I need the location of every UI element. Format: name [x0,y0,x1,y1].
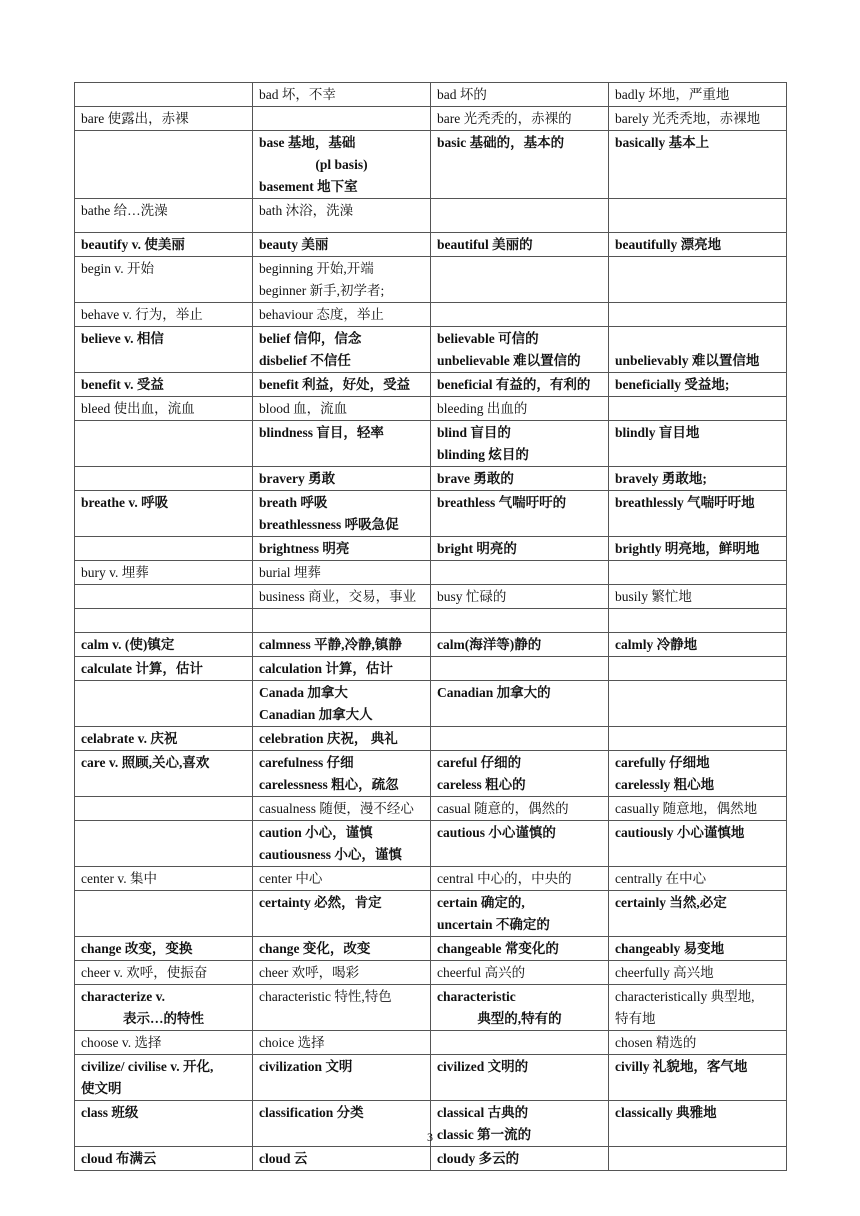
cell-text: center v. 集中 [81,871,157,886]
verb-cell [75,1055,253,1101]
cell-text: carefully 仔细地 [615,755,710,770]
cell-text: cautiousness 小心，谨慎 [259,847,402,862]
cell-text: behave v. 行为，举止 [81,307,203,322]
table-row [75,491,787,537]
table-row [75,1031,787,1055]
adjective-cell [431,397,609,421]
cell-text: cheerfully 高兴地 [615,965,714,980]
noun-cell [253,397,431,421]
table-row [75,985,787,1031]
verb-cell [75,303,253,327]
cell-text: certainty 必然，肯定 [259,895,382,910]
cell-text: badly 坏地，严重地 [615,87,730,102]
adjective-cell [431,891,609,937]
cell-text: chosen 精选的 [615,1035,697,1050]
table-row [75,257,787,303]
verb-cell [75,233,253,257]
cell-text: breathless 气喘吁吁的 [437,495,567,510]
verb-cell [75,537,253,561]
noun-cell [253,751,431,797]
word-forms-table [74,82,787,1171]
noun-cell [253,107,431,131]
table-row [75,633,787,657]
adjective-cell [431,681,609,727]
adjective-cell [431,303,609,327]
cell-text: cheer v. 欢呼，使振奋 [81,965,208,980]
adverb-cell [609,373,787,397]
adjective-cell [431,633,609,657]
cell-text: blindly 盲目地 [615,425,700,440]
cell-text: beginning 开始,开端 [259,261,374,276]
cell-text: careful 仔细的 [437,755,522,770]
verb-cell [75,727,253,751]
cell-text: bravely 勇敢地; [615,471,707,486]
table-row [75,327,787,373]
table-row [75,891,787,937]
cell-text: burial 埋葬 [259,565,321,580]
cell-text: change 变化，改变 [259,941,371,956]
verb-cell [75,131,253,199]
adverb-cell [609,1031,787,1055]
cell-text: changeably 易变地 [615,941,725,956]
adjective-cell [431,797,609,821]
verb-cell [75,681,253,727]
cell-text: bath 沐浴，洗澡 [259,203,354,218]
cell-text: cautiously 小心谨慎地 [615,825,745,840]
cell-text: bare 光秃秃的，赤裸的 [437,111,572,126]
table-row [75,373,787,397]
table-row [75,421,787,467]
adjective-cell [431,937,609,961]
cell-text: uncertain 不确定的 [437,917,550,932]
verb-cell [75,751,253,797]
table-row [75,537,787,561]
cell-text: calm v. (使)镇定 [81,637,175,652]
noun-cell [253,199,431,233]
cell-text: barely 光秃秃地，赤裸地 [615,111,761,126]
noun-cell [253,327,431,373]
cell-text: breath 呼吸 [259,495,328,510]
table-row [75,797,787,821]
noun-cell [253,1055,431,1101]
cell-text: beneficially 受益地; [615,377,730,392]
cell-text: bare 使露出，赤裸 [81,111,189,126]
cell-text: caution 小心，谨慎 [259,825,373,840]
adverb-cell [609,467,787,491]
cell-text: cloud 云 [259,1151,308,1166]
table-row [75,609,787,633]
noun-cell [253,821,431,867]
cell-text: civilization 文明 [259,1059,353,1074]
adverb-cell [609,131,787,199]
cell-text: characteristic 特性,特色 [259,989,392,1004]
cell-text: blinding 炫目的 [437,447,529,462]
noun-cell [253,131,431,199]
table-row [75,937,787,961]
cell-text: bleeding 出血的 [437,401,528,416]
adjective-cell [431,1031,609,1055]
noun-cell [253,657,431,681]
cell-text: casualness 随便，漫不经心 [259,801,414,816]
noun-cell [253,867,431,891]
adjective-cell [431,821,609,867]
table-row [75,681,787,727]
adverb-cell [609,257,787,303]
adverb-cell [609,107,787,131]
adjective-cell [431,961,609,985]
noun-cell [253,891,431,937]
adverb-cell [609,891,787,937]
adverb-cell [609,83,787,107]
noun-cell [253,491,431,537]
adverb-cell [609,657,787,681]
cell-text: Canada 加拿大 [259,685,348,700]
cell-text: carelessly 粗心地 [615,777,715,792]
noun-cell [253,585,431,609]
cell-text: calculation 计算，估计 [259,661,393,676]
table-row [75,727,787,751]
verb-cell [75,937,253,961]
cell-text: cautious 小心谨慎的 [437,825,556,840]
cell-text: 使文明 [81,1081,122,1096]
adverb-cell [609,397,787,421]
cell-text: brightly 明亮地，鲜明地 [615,541,760,556]
adverb-cell [609,327,787,373]
cell-text: beneficial 有益的，有利的 [437,377,591,392]
table-row [75,107,787,131]
cell-text: basic 基础的，基本的 [437,135,565,150]
adjective-cell [431,609,609,633]
adjective-cell [431,585,609,609]
adjective-cell [431,467,609,491]
cell-text: casually 随意地，偶然地 [615,801,758,816]
verb-cell [75,609,253,633]
cell-text: beautifully 漂亮地 [615,237,722,252]
cell-text: centrally 在中心 [615,871,707,886]
verb-cell [75,1031,253,1055]
cell-text: certainly 当然,必定 [615,895,727,910]
adjective-cell [431,1055,609,1101]
cell-text: change 改变，变换 [81,941,193,956]
cell-text: benefit v. 受益 [81,377,164,392]
table-row [75,821,787,867]
cell-text: bravery 勇敢 [259,471,336,486]
adjective-cell [431,83,609,107]
adverb-cell [609,985,787,1031]
noun-cell [253,303,431,327]
cell-text: carelessness 粗心，疏忽 [259,777,399,792]
table-row [75,1147,787,1171]
adverb-cell [609,233,787,257]
cell-text: base 基地，基础 [259,135,356,150]
adjective-cell [431,1147,609,1171]
noun-cell [253,961,431,985]
adjective-cell [431,727,609,751]
cell-text: blindness 盲目，轻率 [259,425,384,440]
adjective-cell [431,233,609,257]
table-row [75,397,787,421]
verb-cell [75,421,253,467]
adjective-cell [431,657,609,681]
adverb-cell [609,491,787,537]
noun-cell [253,1147,431,1171]
verb-cell [75,107,253,131]
cell-text: central 中心的，中央的 [437,871,572,886]
adjective-cell [431,373,609,397]
adverb-cell [609,727,787,751]
adjective-cell [431,751,609,797]
adverb-cell [609,1147,787,1171]
cell-text: civilized 文明的 [437,1059,529,1074]
adverb-cell [609,633,787,657]
verb-cell [75,467,253,491]
cell-text: Canadian 加拿大的 [437,685,551,700]
verb-cell [75,961,253,985]
table-row [75,467,787,491]
cell-text: beautify v. 使美丽 [81,237,185,252]
cell-text: benefit 利益，好处，受益 [259,377,411,392]
cell-text: begin v. 开始 [81,261,154,276]
adverb-cell [609,797,787,821]
adverb-cell [609,303,787,327]
verb-cell [75,257,253,303]
verb-cell [75,585,253,609]
adverb-cell [609,961,787,985]
table-row [75,867,787,891]
cell-text: choice 选择 [259,1035,325,1050]
cell-text: belief 信仰，信念 [259,331,362,346]
noun-cell [253,233,431,257]
noun-cell [253,681,431,727]
adverb-cell [609,751,787,797]
adjective-cell [431,491,609,537]
cell-text: bad 坏的 [437,87,487,102]
cell-text: business 商业，交易，事业 [259,589,417,604]
cell-text: disbelief 不信任 [259,353,351,368]
cell-text: basically 基本上 [615,135,710,150]
noun-cell [253,257,431,303]
cell-text: bleed 使出血，流血 [81,401,195,416]
verb-cell [75,561,253,585]
cell-text: brave 勇敢的 [437,471,514,486]
cell-text: careless 粗心的 [437,777,526,792]
table-row [75,657,787,681]
cell-text: civilize/ civilise v. 开化, [81,1059,214,1074]
adjective-cell [431,257,609,303]
cell-text: classically 典雅地 [615,1105,717,1120]
cell-text: cheerful 高兴的 [437,965,526,980]
cell-text: carefulness 仔细 [259,755,354,770]
verb-cell [75,83,253,107]
page [74,82,786,1171]
cell-text: blood 血，流血 [259,401,348,416]
cell-text: characterize v. [81,989,165,1004]
cell-text: certain 确定的, [437,895,525,910]
verb-cell [75,199,253,233]
cell-text: center 中心 [259,871,323,886]
table-row [75,199,787,233]
cell-text: bury v. 埋葬 [81,565,149,580]
verb-cell [75,373,253,397]
adverb-cell [609,609,787,633]
verb-cell [75,891,253,937]
adverb-cell [609,421,787,467]
adverb-cell [609,537,787,561]
verb-cell [75,657,253,681]
table-row [75,585,787,609]
cell-text: breathlessness 呼吸急促 [259,517,399,532]
verb-cell [75,797,253,821]
verb-cell [75,397,253,421]
cell-text: (pl basis) [315,157,368,172]
noun-cell [253,985,431,1031]
cell-text: bathe 给…洗澡 [81,203,168,218]
table-row [75,961,787,985]
cell-text: civilly 礼貌地，客气地 [615,1059,748,1074]
cell-text: calm(海洋等)静的 [437,637,542,652]
verb-cell [75,491,253,537]
cell-text: classic 第一流的 [437,1127,532,1142]
cell-text: 典型的,特有的 [477,1011,562,1026]
adjective-cell [431,421,609,467]
cell-text: bright 明亮的 [437,541,517,556]
adjective-cell [431,867,609,891]
adverb-cell [609,1055,787,1101]
cell-text: bad 坏，不幸 [259,87,336,102]
adjective-cell [431,107,609,131]
cell-text: celabrate v. 庆祝 [81,731,178,746]
word-forms-table-body [75,83,787,1171]
cell-text: celebration 庆祝， 典礼 [259,731,398,746]
noun-cell [253,421,431,467]
adjective-cell [431,537,609,561]
cell-text: cheer 欢呼，喝彩 [259,965,360,980]
adjective-cell [431,561,609,585]
table-row [75,751,787,797]
adverb-cell [609,585,787,609]
cell-text: believe v. 相信 [81,331,164,346]
adverb-cell [609,199,787,233]
noun-cell [253,83,431,107]
noun-cell [253,609,431,633]
cell-text: believable 可信的 [437,331,539,346]
cell-text: choose v. 选择 [81,1035,162,1050]
cell-text: beautiful 美丽的 [437,237,533,252]
cell-text: busily 繁忙地 [615,589,692,604]
cell-text: Canadian 加拿大人 [259,707,373,722]
page-number: 3 [427,1130,433,1144]
adverb-cell [609,681,787,727]
cell-text: calmly 冷静地 [615,637,698,652]
verb-cell [75,985,253,1031]
cell-text: characteristically 典型地, [615,989,755,1004]
cell-text: breathe v. 呼吸 [81,495,169,510]
cell-text: casual 随意的，偶然的 [437,801,569,816]
adverb-cell [609,867,787,891]
verb-cell [75,327,253,373]
noun-cell [253,727,431,751]
noun-cell [253,373,431,397]
adverb-cell [609,561,787,585]
verb-cell [75,1147,253,1171]
cell-text: unbelievably 难以置信地 [615,353,760,368]
cell-text: breathlessly 气喘吁吁地 [615,495,755,510]
cell-text: classification 分类 [259,1105,364,1120]
table-row [75,83,787,107]
table-row [75,1055,787,1101]
cell-text: characteristic [437,989,516,1004]
cell-text: beauty 美丽 [259,237,329,252]
cell-text: brightness 明亮 [259,541,350,556]
cell-text: beginner 新手,初学者; [259,283,385,298]
adverb-cell [609,821,787,867]
table-row [75,131,787,199]
cell-text: changeable 常变化的 [437,941,559,956]
cell-text: cloudy 多云的 [437,1151,520,1166]
cell-text: 特有地 [615,1011,656,1026]
cell-text: behaviour 态度，举止 [259,307,384,322]
cell-text: blind 盲目的 [437,425,511,440]
noun-cell [253,537,431,561]
adjective-cell [431,985,609,1031]
cell-text: calmness 平静,冷静,镇静 [259,637,402,652]
cell-text: care v. 照顾,关心,喜欢 [81,755,210,770]
cell-text: classical 古典的 [437,1105,529,1120]
adjective-cell [431,327,609,373]
adjective-cell [431,131,609,199]
noun-cell [253,633,431,657]
cell-text: busy 忙碌的 [437,589,507,604]
verb-cell [75,821,253,867]
noun-cell [253,561,431,585]
table-row [75,561,787,585]
noun-cell [253,937,431,961]
cell-text: 表示…的特性 [123,1011,204,1026]
noun-cell [253,797,431,821]
adverb-cell [609,937,787,961]
cell-text: unbelievable 难以置信的 [437,353,581,368]
cell-text: calculate 计算，估计 [81,661,203,676]
cell-text: basement 地下室 [259,179,358,194]
noun-cell [253,1031,431,1055]
table-row [75,303,787,327]
noun-cell [253,467,431,491]
verb-cell [75,633,253,657]
table-row [75,233,787,257]
cell-text: class 班级 [81,1105,139,1120]
cell-text: cloud 布满云 [81,1151,157,1166]
adjective-cell [431,199,609,233]
verb-cell [75,867,253,891]
